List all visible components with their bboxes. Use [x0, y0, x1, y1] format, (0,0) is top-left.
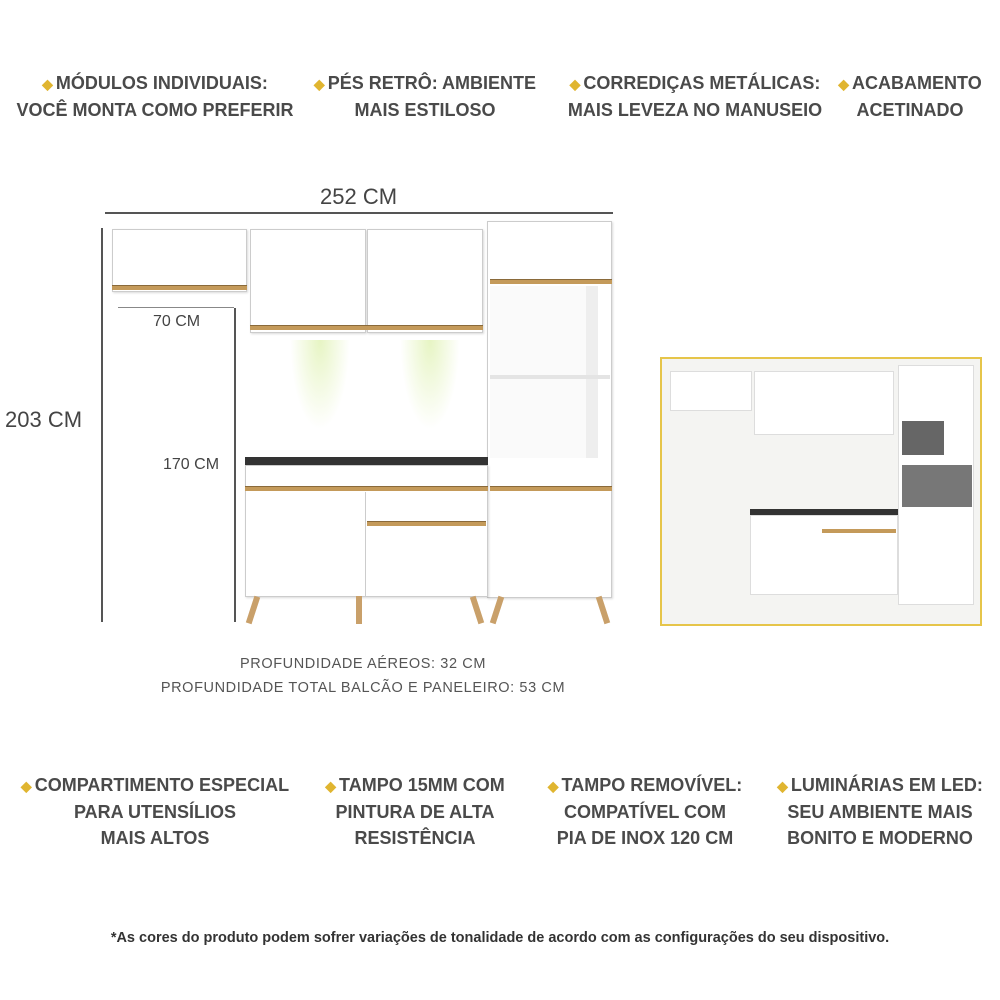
- feature-line: MAIS ALTOS: [100, 828, 210, 848]
- upper-door-right: [367, 229, 483, 333]
- wood-strip: [490, 486, 612, 491]
- wood-strip: [250, 325, 483, 330]
- diamond-icon: ◆: [547, 778, 559, 794]
- feature-line: SEU AMBIENTE MAIS: [787, 802, 973, 822]
- gap-line: [118, 307, 234, 308]
- feature-tampo-removivel: [548, 772, 742, 851]
- feature-line: MAIS ESTILOSO: [354, 100, 496, 120]
- base-cabinet: [245, 465, 488, 597]
- feature-line: TAMPO REMOVÍVEL:: [561, 775, 743, 795]
- width-line: [105, 212, 613, 214]
- leg: [490, 596, 504, 624]
- feature-luminarias: [777, 772, 983, 851]
- feature-line: PIA DE INOX 120 CM: [556, 828, 734, 848]
- door-divider: [365, 492, 366, 597]
- diamond-icon: ◆: [569, 76, 581, 92]
- feature-line: MÓDULOS INDIVIDUAIS:: [55, 73, 268, 93]
- feature-line: CORREDIÇAS METÁLICAS:: [583, 73, 821, 93]
- photo-upper-left: [670, 371, 752, 411]
- feature-pes: [314, 70, 536, 123]
- diamond-icon: ◆: [20, 778, 32, 794]
- diamond-icon: ◆: [325, 778, 337, 794]
- wood-strip: [112, 285, 247, 290]
- photo-wood-strip: [822, 529, 896, 533]
- photo-base: [750, 515, 898, 595]
- feature-tampo-15mm: [325, 772, 504, 851]
- diamond-icon: ◆: [313, 76, 325, 92]
- wood-strip: [245, 486, 488, 491]
- leg: [470, 596, 484, 624]
- counter-height-label: 170 CM: [163, 456, 220, 473]
- open-shelves: [490, 286, 598, 458]
- leg: [246, 596, 260, 624]
- height-line: [101, 228, 103, 622]
- upper-left-cabinet: [112, 229, 247, 292]
- feature-line: COMPARTIMENTO ESPECIAL: [34, 775, 290, 795]
- feature-acabamento: [838, 70, 981, 123]
- counter-height-line: [234, 308, 236, 622]
- feature-line: COMPATÍVEL COM: [563, 802, 726, 822]
- diamond-icon: ◆: [42, 76, 53, 92]
- width-label: 252 CM: [320, 184, 398, 209]
- wood-strip: [490, 279, 612, 284]
- depth-upper: PROFUNDIDADE AÉREOS: 32 CM: [239, 656, 487, 672]
- feature-line: TAMPO 15MM COM: [339, 775, 505, 795]
- drawer-strip: [367, 521, 486, 526]
- microwave: [902, 421, 944, 455]
- feature-compartimento: [21, 772, 289, 851]
- feature-line: PARA UTENSÍLIOS: [73, 802, 237, 822]
- feature-line: PÉS RETRÔ: AMBIENTE: [327, 73, 537, 93]
- diamond-icon: ◆: [777, 778, 788, 794]
- leg: [596, 596, 610, 624]
- depth-total: PROFUNDIDADE TOTAL BALCÃO E PANELEIRO: 53 CM: [160, 680, 566, 696]
- feature-line: VOCÊ MONTA COMO PREFERIR: [16, 100, 294, 120]
- leg: [356, 596, 362, 624]
- product-photo: [660, 357, 982, 626]
- height-label: 203 CM: [5, 407, 83, 432]
- feature-modulos: [16, 70, 293, 123]
- diamond-icon: ◆: [838, 76, 850, 92]
- feature-line: ACABAMENTO: [852, 73, 982, 93]
- feature-line: ACETINADO: [856, 100, 964, 120]
- feature-line: BONITO E MODERNO: [787, 828, 973, 848]
- led-light: [290, 340, 350, 430]
- shelf: [490, 375, 610, 379]
- countertop: [245, 457, 488, 465]
- oven: [902, 465, 972, 507]
- feature-line: PINTURA DE ALTA: [335, 802, 495, 822]
- photo-upper-middle: [754, 371, 894, 435]
- gap-label: 70 CM: [153, 313, 201, 330]
- color-disclaimer: *As cores do produto podem sofrer variações de tonalidade de acordo com as configurações do seu dispositivo.: [110, 930, 890, 946]
- feature-line: LUMINÁRIAS EM LED:: [790, 775, 983, 795]
- feature-line: RESISTÊNCIA: [354, 828, 476, 848]
- feature-line: MAIS LEVEZA NO MANUSEIO: [567, 100, 823, 120]
- led-light: [400, 340, 460, 430]
- upper-door-left: [250, 229, 366, 333]
- feature-corredicas: [568, 70, 822, 123]
